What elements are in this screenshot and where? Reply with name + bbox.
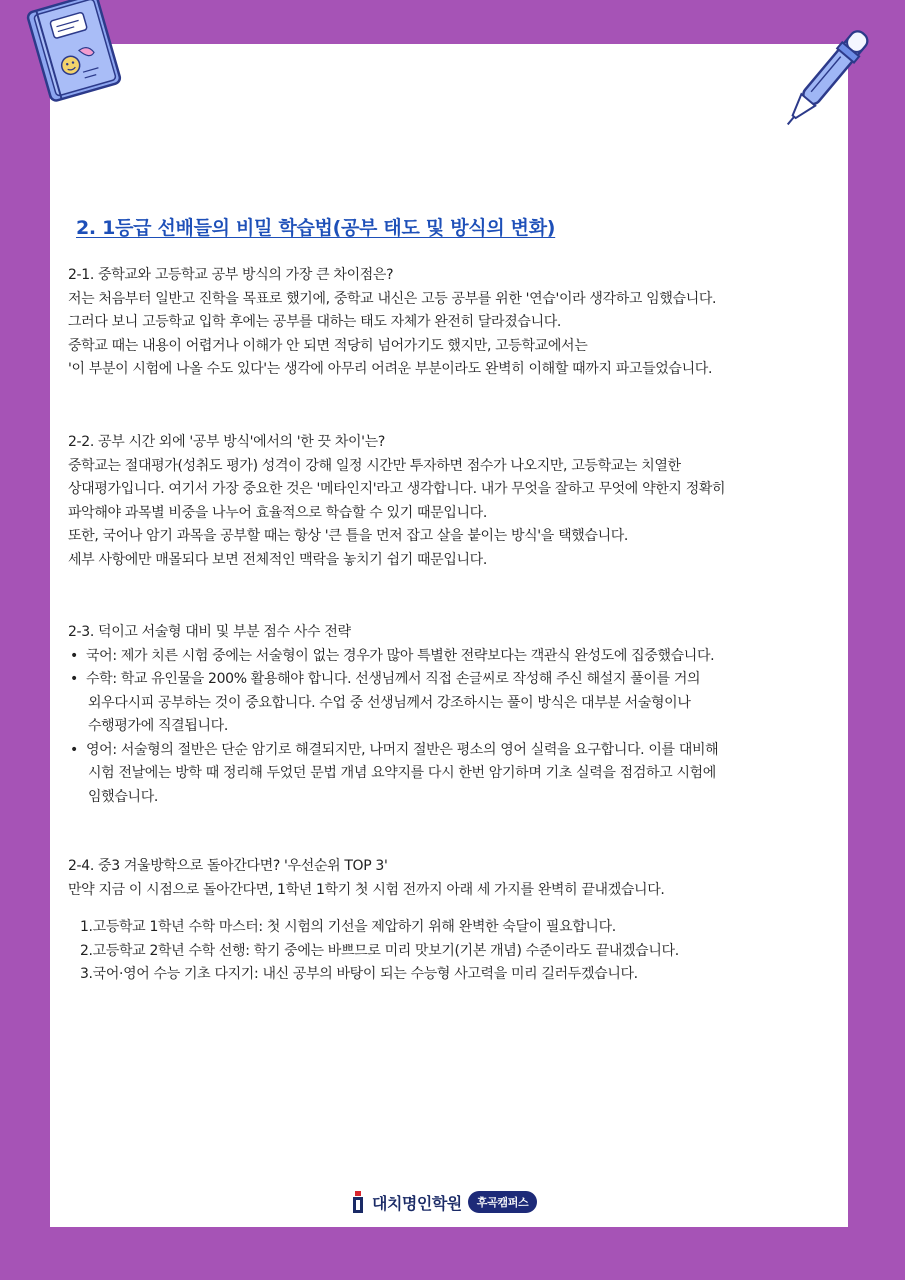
- list-item: 1.고등학교 1학년 수학 마스터: 첫 시험의 기선을 제압하기 위해 완벽한 숙달이 필요합니다.: [80, 919, 616, 935]
- list-item-text: 수학: 학교 유인물을 200% 활용해야 합니다. 선생님께서 직접 손글씨로 작성해 주신 해설지 풀이를 거의: [86, 671, 701, 687]
- paragraph-line: 중학교 때는 내용이 어렵거나 이해가 안 되면 적당히 넘어가기도 했지만, 고등학교에서는: [68, 337, 588, 354]
- strategy-list: [68, 645, 838, 810]
- paragraph-line: 또한, 국어나 암기 과목을 공부할 때는 항상 '큰 틀을 먼저 잡고 살을 붙이는 방식'을 택했습니다.: [68, 528, 629, 544]
- list-item-text: 시험 전날에는 방학 때 정리해 두었던 문법 개념 요약지를 다시 한번 암기하며 기초 실력을 점검하고 시험에: [88, 765, 716, 781]
- section-2-1: [68, 264, 838, 382]
- section-2-4: [68, 855, 838, 987]
- pen-icon: [766, 18, 884, 142]
- paragraph-line: 상대평가입니다. 여기서 가장 중요한 것은 '메타인지'라고 생각합니다. 내가 무엇을 잘하고 무엇에 약한지 정확히: [68, 481, 726, 497]
- section-heading: 2-4. 중3 겨울방학으로 돌아간다면? '우선순위 TOP 3': [68, 858, 388, 874]
- paragraph-line: 저는 처음부터 일반고 진학을 목표로 했기에, 중학교 내신은 고등 공부를 위한 '연습'이라 생각하고 임했습니다.: [68, 290, 717, 307]
- list-item-text: 국어: 제가 치른 시험 중에는 서술형이 없는 경우가 많아 특별한 전략보다는 객관식 완성도에 집중했습니다.: [86, 647, 715, 664]
- page-title: 2. 1등급 선배들의 비밀 학습법(공부 태도 및 방식의 변화): [76, 217, 556, 239]
- list-item: 2.고등학교 2학년 수학 선행: 학기 중에는 바쁘므로 미리 맛보기(기본 개념) 수준이라도 끝내겠습니다.: [80, 942, 679, 959]
- list-item-math: [70, 668, 838, 739]
- paragraph-line: 세부 사항에만 매몰되다 보면 전체적인 맥락을 놓치기 쉽기 때문입니다.: [68, 551, 487, 568]
- notebook-icon: [18, 0, 128, 104]
- list-item-text: 수행평가에 직결됩니다.: [88, 718, 228, 734]
- paragraph-line: 그러다 보니 고등학교 입학 후에는 공부를 대하는 태도 자체가 완전히 달라졌습니다.: [68, 314, 562, 330]
- priority-list: [68, 916, 838, 987]
- list-item: 3.국어·영어 수능 기초 다지기: 내신 공부의 바탕이 되는 수능형 사고력을 미리 길러두겠습니다.: [80, 966, 638, 982]
- list-item-korean: [70, 645, 838, 669]
- section-heading: 2-2. 공부 시간 외에 '공부 방식'에서의 '한 끗 차이'는?: [68, 434, 385, 450]
- campus-badge: 후곡캠퍼스: [468, 1191, 538, 1213]
- section-2-3: [68, 621, 838, 809]
- section-2-2: [68, 431, 838, 572]
- paragraph-line: 중학교는 절대평가(성취도 평가) 성격이 강해 일정 시간만 투자하면 점수가 나오지만, 고등학교는 치열한: [68, 457, 681, 474]
- list-item-text: 영어: 서술형의 절반은 단순 암기로 해결되지만, 나머지 절반은 평소의 영어 실력을 요구합니다. 이를 대비해: [86, 741, 719, 758]
- paragraph-line: 파악해야 과목별 비중을 나누어 효율적으로 학습할 수 있기 때문입니다.: [68, 504, 487, 521]
- academy-name: 대치명인학원: [372, 1193, 462, 1213]
- list-item-english: [70, 739, 838, 810]
- list-item-text: 외우다시피 공부하는 것이 중요합니다. 수업 중 선생님께서 강조하시는 풀이 방식은 대부분 서술형이나: [88, 694, 691, 711]
- academy-logo-icon: [350, 1191, 366, 1213]
- section-heading: 2-1. 중학교와 고등학교 공부 방식의 가장 큰 차이점은?: [68, 267, 394, 283]
- paragraph-line: 만약 지금 이 시점으로 돌아간다면, 1학년 1학기 첫 시험 전까지 아래 세 가지를 완벽히 끝내겠습니다.: [68, 881, 665, 898]
- footer-brand: [350, 1189, 537, 1215]
- paragraph-line: '이 부분이 시험에 나올 수도 있다'는 생각에 아무리 어려운 부분이라도 완벽히 이해할 때까지 파고들었습니다.: [68, 361, 713, 377]
- list-item-text: 임했습니다.: [88, 788, 158, 805]
- section-heading: 2-3. 덕이고 서술형 대비 및 부분 점수 사수 전략: [68, 624, 351, 640]
